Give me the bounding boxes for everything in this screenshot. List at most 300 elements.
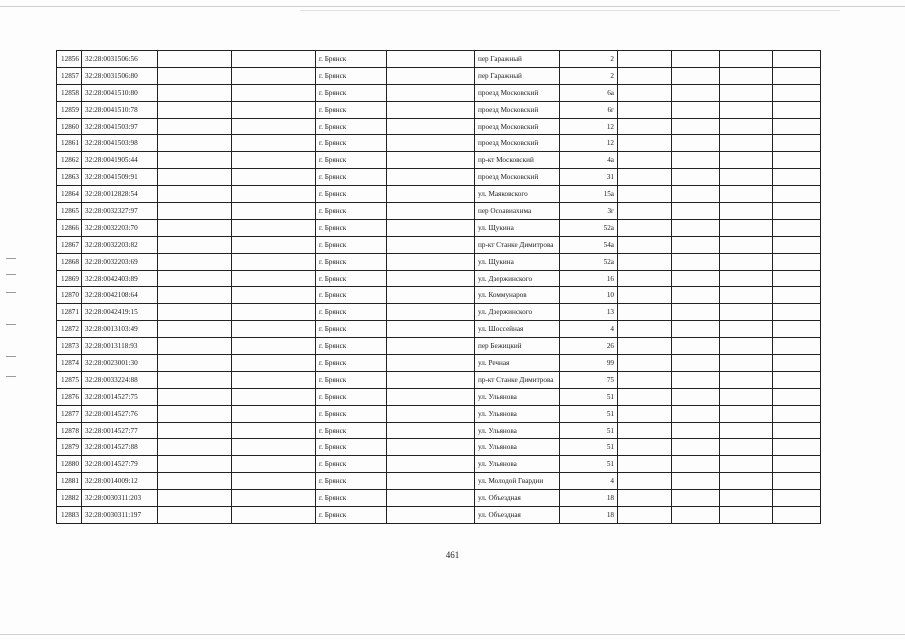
table-row	[57, 101, 821, 118]
street-cell: ул. Ульянова	[475, 456, 560, 473]
table-row	[57, 338, 821, 355]
row-number-cell: 12858	[57, 84, 82, 101]
table-row	[57, 118, 821, 135]
empty-cell	[773, 101, 821, 118]
street-cell: ул. Щукина	[475, 219, 560, 236]
row-number-cell: 12871	[57, 304, 82, 321]
empty-cell	[720, 219, 773, 236]
empty-cell	[672, 321, 720, 338]
empty-cell	[618, 473, 672, 490]
empty-cell	[672, 236, 720, 253]
empty-cell	[618, 338, 672, 355]
empty-cell	[672, 270, 720, 287]
empty-cell	[387, 439, 475, 456]
row-number-cell: 12878	[57, 422, 82, 439]
city-cell: г. Брянск	[316, 67, 387, 84]
empty-cell	[720, 422, 773, 439]
empty-cell	[618, 236, 672, 253]
empty-cell	[720, 371, 773, 388]
row-number-cell: 12881	[57, 473, 82, 490]
cadastral-number-cell: 32:28:0032327:97	[82, 203, 158, 220]
row-number-cell: 12876	[57, 388, 82, 405]
empty-cell	[387, 118, 475, 135]
street-cell: ул. Дзержинского	[475, 304, 560, 321]
empty-cell	[773, 51, 821, 68]
empty-cell	[720, 118, 773, 135]
empty-cell	[672, 287, 720, 304]
empty-cell	[720, 507, 773, 524]
empty-cell	[387, 236, 475, 253]
empty-cell	[720, 287, 773, 304]
empty-cell	[158, 338, 232, 355]
empty-cell	[720, 473, 773, 490]
empty-cell	[158, 371, 232, 388]
empty-cell	[720, 304, 773, 321]
empty-cell	[618, 456, 672, 473]
empty-cell	[672, 169, 720, 186]
street-cell: проезд Московский	[475, 84, 560, 101]
empty-cell	[672, 219, 720, 236]
cadastral-number-cell: 32:28:0023001:30	[82, 355, 158, 372]
cadastral-number-cell: 32:28:0032203:69	[82, 253, 158, 270]
house-number-cell: 12	[560, 135, 618, 152]
street-cell: ул. Шоссейная	[475, 321, 560, 338]
empty-cell	[618, 84, 672, 101]
empty-cell	[672, 203, 720, 220]
empty-cell	[232, 490, 316, 507]
city-cell: г. Брянск	[316, 101, 387, 118]
empty-cell	[387, 101, 475, 118]
house-number-cell: 52а	[560, 219, 618, 236]
empty-cell	[158, 355, 232, 372]
empty-cell	[720, 253, 773, 270]
empty-cell	[387, 67, 475, 84]
empty-cell	[672, 371, 720, 388]
house-number-cell: 15а	[560, 186, 618, 203]
empty-cell	[618, 101, 672, 118]
empty-cell	[720, 186, 773, 203]
empty-cell	[232, 388, 316, 405]
house-number-cell: 26	[560, 338, 618, 355]
empty-cell	[232, 152, 316, 169]
house-number-cell: 3г	[560, 203, 618, 220]
empty-cell	[387, 287, 475, 304]
table-row	[57, 473, 821, 490]
empty-cell	[672, 473, 720, 490]
street-cell: ул. Объездная	[475, 490, 560, 507]
empty-cell	[387, 219, 475, 236]
house-number-cell: 51	[560, 405, 618, 422]
city-cell: г. Брянск	[316, 338, 387, 355]
row-number-cell: 12883	[57, 507, 82, 524]
city-cell: г. Брянск	[316, 490, 387, 507]
empty-cell	[232, 439, 316, 456]
empty-cell	[773, 371, 821, 388]
table-row	[57, 287, 821, 304]
empty-cell	[773, 186, 821, 203]
empty-cell	[158, 321, 232, 338]
cadastral-number-cell: 32:28:0042419:15	[82, 304, 158, 321]
empty-cell	[773, 118, 821, 135]
row-number-cell: 12860	[57, 118, 82, 135]
empty-cell	[720, 321, 773, 338]
empty-cell	[387, 338, 475, 355]
empty-cell	[232, 355, 316, 372]
margin-mark	[6, 258, 16, 259]
empty-cell	[387, 371, 475, 388]
empty-cell	[232, 118, 316, 135]
empty-cell	[387, 186, 475, 203]
empty-cell	[773, 152, 821, 169]
empty-cell	[232, 51, 316, 68]
empty-cell	[773, 507, 821, 524]
empty-cell	[672, 338, 720, 355]
empty-cell	[387, 51, 475, 68]
empty-cell	[232, 507, 316, 524]
row-number-cell: 12872	[57, 321, 82, 338]
empty-cell	[387, 355, 475, 372]
empty-cell	[158, 456, 232, 473]
empty-cell	[158, 439, 232, 456]
empty-cell	[158, 388, 232, 405]
empty-cell	[672, 152, 720, 169]
empty-cell	[618, 67, 672, 84]
table-row	[57, 507, 821, 524]
row-number-cell: 12873	[57, 338, 82, 355]
table-row	[57, 456, 821, 473]
house-number-cell: 12	[560, 118, 618, 135]
row-number-cell: 12879	[57, 439, 82, 456]
margin-mark	[6, 274, 16, 275]
city-cell: г. Брянск	[316, 270, 387, 287]
house-number-cell: 4	[560, 473, 618, 490]
empty-cell	[387, 456, 475, 473]
empty-cell	[618, 253, 672, 270]
empty-cell	[773, 219, 821, 236]
empty-cell	[773, 422, 821, 439]
table-row	[57, 405, 821, 422]
city-cell: г. Брянск	[316, 507, 387, 524]
row-number-cell: 12870	[57, 287, 82, 304]
empty-cell	[158, 169, 232, 186]
cadastral-number-cell: 32:28:0042108:64	[82, 287, 158, 304]
street-cell: пер Гаражный	[475, 51, 560, 68]
empty-cell	[618, 355, 672, 372]
empty-cell	[672, 84, 720, 101]
street-cell: ул. Ульянова	[475, 388, 560, 405]
city-cell: г. Брянск	[316, 118, 387, 135]
empty-cell	[773, 203, 821, 220]
street-cell: ул. Молодой Гвардии	[475, 473, 560, 490]
empty-cell	[773, 338, 821, 355]
table-row	[57, 490, 821, 507]
empty-cell	[672, 101, 720, 118]
cadastral-number-cell: 32:28:0014527:76	[82, 405, 158, 422]
scan-top-edge-inner	[300, 10, 840, 11]
empty-cell	[773, 321, 821, 338]
cadastral-number-cell: 32:28:0031506:80	[82, 67, 158, 84]
cadastral-number-cell: 32:28:0041503:97	[82, 118, 158, 135]
empty-cell	[232, 169, 316, 186]
city-cell: г. Брянск	[316, 439, 387, 456]
street-cell: пр-кт Станке Димитрова	[475, 236, 560, 253]
table-row	[57, 219, 821, 236]
empty-cell	[158, 118, 232, 135]
cadastral-number-cell: 32:28:0041510:80	[82, 84, 158, 101]
cadastral-number-cell: 32:28:0041509:91	[82, 169, 158, 186]
cadastral-number-cell: 32:28:0041503:98	[82, 135, 158, 152]
empty-cell	[720, 152, 773, 169]
city-cell: г. Брянск	[316, 219, 387, 236]
house-number-cell: 2	[560, 67, 618, 84]
house-number-cell: 51	[560, 439, 618, 456]
cadastral-number-cell: 32:28:0014527:77	[82, 422, 158, 439]
empty-cell	[158, 186, 232, 203]
house-number-cell: 13	[560, 304, 618, 321]
house-number-cell: 18	[560, 507, 618, 524]
empty-cell	[618, 304, 672, 321]
house-number-cell: 6г	[560, 101, 618, 118]
empty-cell	[232, 456, 316, 473]
empty-cell	[158, 203, 232, 220]
cadastral-number-cell: 32:28:0041510:78	[82, 101, 158, 118]
empty-cell	[672, 186, 720, 203]
house-number-cell: 2	[560, 51, 618, 68]
city-cell: г. Брянск	[316, 169, 387, 186]
empty-cell	[618, 287, 672, 304]
cadastral-number-cell: 32:28:0012828:54	[82, 186, 158, 203]
empty-cell	[720, 203, 773, 220]
cadastral-number-cell: 32:28:0030311:203	[82, 490, 158, 507]
row-number-cell: 12862	[57, 152, 82, 169]
house-number-cell: 18	[560, 490, 618, 507]
empty-cell	[773, 84, 821, 101]
city-cell: г. Брянск	[316, 422, 387, 439]
empty-cell	[672, 253, 720, 270]
empty-cell	[387, 405, 475, 422]
empty-cell	[672, 456, 720, 473]
empty-cell	[672, 490, 720, 507]
empty-cell	[618, 152, 672, 169]
city-cell: г. Брянск	[316, 203, 387, 220]
row-number-cell: 12882	[57, 490, 82, 507]
empty-cell	[618, 490, 672, 507]
empty-cell	[232, 287, 316, 304]
empty-cell	[618, 51, 672, 68]
city-cell: г. Брянск	[316, 51, 387, 68]
empty-cell	[232, 338, 316, 355]
street-cell: пер Бежицкий	[475, 338, 560, 355]
cadastral-number-cell: 32:28:0014527:75	[82, 388, 158, 405]
empty-cell	[158, 253, 232, 270]
empty-cell	[618, 186, 672, 203]
empty-cell	[158, 287, 232, 304]
empty-cell	[158, 152, 232, 169]
empty-cell	[232, 405, 316, 422]
empty-cell	[618, 507, 672, 524]
empty-cell	[387, 203, 475, 220]
margin-mark	[6, 376, 16, 377]
empty-cell	[672, 51, 720, 68]
cadastral-number-cell: 32:28:0014009:12	[82, 473, 158, 490]
empty-cell	[773, 304, 821, 321]
table-row	[57, 203, 821, 220]
table-row	[57, 422, 821, 439]
empty-cell	[232, 84, 316, 101]
table-row	[57, 304, 821, 321]
city-cell: г. Брянск	[316, 473, 387, 490]
row-number-cell: 12865	[57, 203, 82, 220]
table-row	[57, 439, 821, 456]
row-number-cell: 12877	[57, 405, 82, 422]
empty-cell	[158, 422, 232, 439]
registry-table	[56, 50, 821, 524]
table-row	[57, 388, 821, 405]
city-cell: г. Брянск	[316, 456, 387, 473]
empty-cell	[720, 169, 773, 186]
house-number-cell: 75	[560, 371, 618, 388]
table-row	[57, 371, 821, 388]
street-cell: ул. Ульянова	[475, 422, 560, 439]
empty-cell	[387, 490, 475, 507]
empty-cell	[158, 490, 232, 507]
table-row	[57, 67, 821, 84]
empty-cell	[387, 304, 475, 321]
margin-mark	[6, 324, 16, 325]
cadastral-number-cell: 32:28:0032203:70	[82, 219, 158, 236]
empty-cell	[773, 253, 821, 270]
city-cell: г. Брянск	[316, 236, 387, 253]
cadastral-number-cell: 32:28:0041905:44	[82, 152, 158, 169]
street-cell: ул. Объездная	[475, 507, 560, 524]
empty-cell	[158, 473, 232, 490]
row-number-cell: 12868	[57, 253, 82, 270]
house-number-cell: 52а	[560, 253, 618, 270]
cadastral-number-cell: 32:28:0031506:56	[82, 51, 158, 68]
city-cell: г. Брянск	[316, 405, 387, 422]
empty-cell	[720, 439, 773, 456]
empty-cell	[773, 473, 821, 490]
cadastral-number-cell: 32:28:0013103:49	[82, 321, 158, 338]
empty-cell	[618, 388, 672, 405]
table-row	[57, 135, 821, 152]
city-cell: г. Брянск	[316, 152, 387, 169]
page-number: 461	[445, 550, 460, 560]
empty-cell	[387, 507, 475, 524]
row-number-cell: 12863	[57, 169, 82, 186]
empty-cell	[387, 169, 475, 186]
empty-cell	[232, 219, 316, 236]
city-cell: г. Брянск	[316, 135, 387, 152]
city-cell: г. Брянск	[316, 287, 387, 304]
empty-cell	[387, 388, 475, 405]
empty-cell	[672, 67, 720, 84]
row-number-cell: 12875	[57, 371, 82, 388]
house-number-cell: 31	[560, 169, 618, 186]
empty-cell	[720, 101, 773, 118]
empty-cell	[618, 118, 672, 135]
empty-cell	[232, 473, 316, 490]
table-row	[57, 152, 821, 169]
empty-cell	[672, 439, 720, 456]
city-cell: г. Брянск	[316, 253, 387, 270]
empty-cell	[387, 270, 475, 287]
street-cell: ул. Речная	[475, 355, 560, 372]
house-number-cell: 10	[560, 287, 618, 304]
empty-cell	[387, 321, 475, 338]
empty-cell	[158, 405, 232, 422]
table-row	[57, 321, 821, 338]
city-cell: г. Брянск	[316, 371, 387, 388]
cadastral-number-cell: 32:28:0013118:93	[82, 338, 158, 355]
street-cell: ул. Ульянова	[475, 405, 560, 422]
table-row	[57, 186, 821, 203]
street-cell: ул. Коммунаров	[475, 287, 560, 304]
empty-cell	[720, 67, 773, 84]
empty-cell	[773, 287, 821, 304]
street-cell: проезд Московский	[475, 169, 560, 186]
empty-cell	[158, 219, 232, 236]
empty-cell	[720, 84, 773, 101]
empty-cell	[773, 456, 821, 473]
empty-cell	[672, 422, 720, 439]
empty-cell	[672, 304, 720, 321]
street-cell: ул. Маяковского	[475, 186, 560, 203]
empty-cell	[158, 84, 232, 101]
city-cell: г. Брянск	[316, 304, 387, 321]
house-number-cell: 99	[560, 355, 618, 372]
empty-cell	[618, 203, 672, 220]
table-row	[57, 270, 821, 287]
empty-cell	[387, 84, 475, 101]
row-number-cell: 12856	[57, 51, 82, 68]
table-row	[57, 355, 821, 372]
empty-cell	[773, 169, 821, 186]
empty-cell	[158, 135, 232, 152]
cadastral-number-cell: 32:28:0030311:197	[82, 507, 158, 524]
empty-cell	[773, 439, 821, 456]
row-number-cell: 12864	[57, 186, 82, 203]
empty-cell	[232, 304, 316, 321]
empty-cell	[232, 135, 316, 152]
empty-cell	[232, 67, 316, 84]
table-row	[57, 51, 821, 68]
empty-cell	[158, 507, 232, 524]
empty-cell	[720, 135, 773, 152]
scan-bottom-edge	[0, 634, 905, 635]
table-row	[57, 253, 821, 270]
empty-cell	[773, 135, 821, 152]
empty-cell	[672, 405, 720, 422]
empty-cell	[618, 439, 672, 456]
empty-cell	[232, 101, 316, 118]
empty-cell	[232, 236, 316, 253]
cadastral-number-cell: 32:28:0032203:82	[82, 236, 158, 253]
empty-cell	[232, 253, 316, 270]
street-cell: проезд Московский	[475, 101, 560, 118]
city-cell: г. Брянск	[316, 321, 387, 338]
house-number-cell: 4	[560, 321, 618, 338]
street-cell: пр-кт Станке Димитрова	[475, 371, 560, 388]
cadastral-number-cell: 32:28:0014527:79	[82, 456, 158, 473]
empty-cell	[773, 67, 821, 84]
street-cell: ул. Щукина	[475, 253, 560, 270]
empty-cell	[720, 355, 773, 372]
street-cell: проезд Московский	[475, 135, 560, 152]
row-number-cell: 12880	[57, 456, 82, 473]
empty-cell	[387, 253, 475, 270]
row-number-cell: 12869	[57, 270, 82, 287]
